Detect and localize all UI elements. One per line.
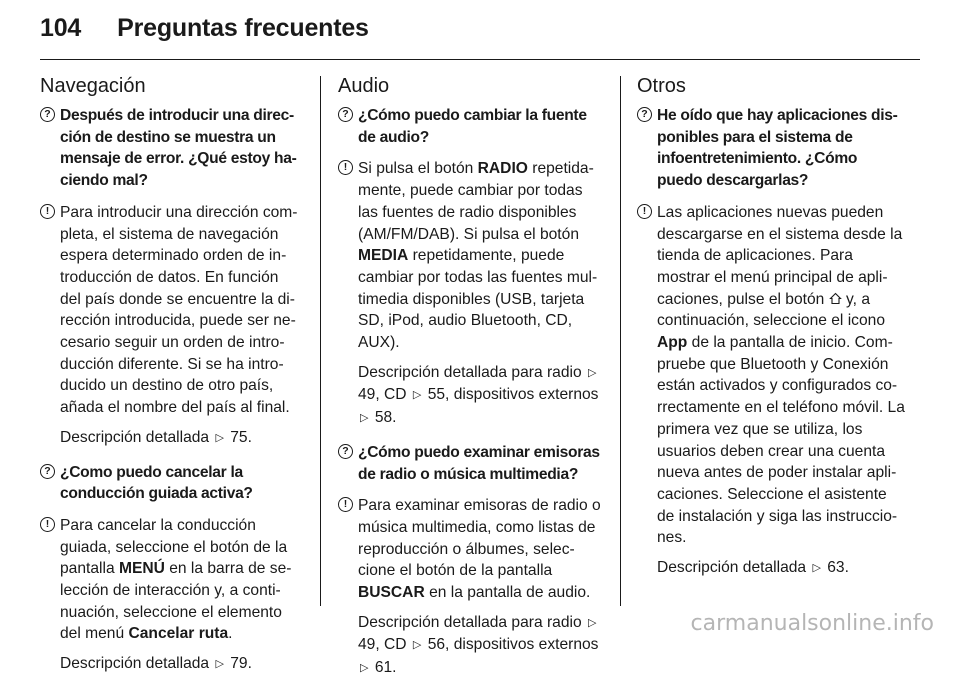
page-reference-icon: ▷	[412, 639, 422, 652]
radio-button-label: RADIO	[477, 160, 528, 178]
answer-item	[338, 495, 606, 604]
media-button-label: MEDIA	[358, 247, 409, 265]
answer-icon: !	[637, 204, 652, 219]
answer-item	[637, 202, 905, 549]
section-title: Navegación	[40, 75, 146, 97]
menu-button-label: MENÚ	[118, 560, 165, 578]
answer-item	[40, 202, 302, 419]
question-text: ¿Cómo puedo cambiar la fuente de audio?	[358, 107, 587, 146]
question-text: ¿Cómo puedo examinar emisoras de radio o música multimedia?	[358, 443, 600, 483]
answer-text: Para cancelar la conducción guiada, seleccione el botón de la pantalla MENÚ en la barra de selección de interacción y, a continuación, seleccione el elemento del menú Cancelar ruta.	[60, 516, 292, 643]
cross-reference: Descripción detallada ▷ 79.	[60, 653, 302, 676]
page-header	[40, 14, 369, 44]
header-rule	[40, 59, 920, 60]
answer-text: Si pulsa el botón RADIO repetidamente, puede cambiar por todas las fuentes de radio disponibles (AM/FM/DAB). Si pulsa el botón MEDIA repetidamente, puede cambiar por todas las fuentes multimedia disponibles (USB, tarjeta SD, iPod, audio Bluetooth, CD, AUX).	[358, 160, 598, 352]
page-reference-icon: ▷	[412, 389, 422, 402]
buscar-button-label: BUSCAR	[358, 584, 425, 602]
answer-item	[40, 515, 302, 645]
question-icon: ?	[40, 107, 55, 122]
menu-item-label: Cancelar ruta	[128, 625, 229, 643]
page-reference-icon: ▷	[812, 562, 821, 575]
section-otros	[637, 72, 905, 580]
question-icon: ?	[637, 107, 652, 122]
cross-reference: Descripción detallada para radio ▷ 49, CD ▷ 55, dispositivos externos ▷ 58.	[358, 362, 606, 430]
question-icon: ?	[338, 107, 353, 122]
answer-icon: !	[338, 497, 353, 512]
page-reference-icon: ▷	[215, 431, 224, 444]
watermark: carmanualsonline.info	[690, 611, 934, 636]
column-divider	[620, 76, 621, 606]
question-item	[40, 462, 302, 505]
page-title: Preguntas frecuentes	[117, 14, 369, 42]
question-text: He oído que hay aplicaciones disponibles para el sistema de infoentretenimiento. ¿Cómo puedo descargarlas?	[657, 107, 898, 190]
answer-icon: !	[40, 204, 55, 219]
cross-reference: Descripción detallada ▷ 75.	[60, 427, 302, 450]
page-reference-icon: ▷	[360, 662, 369, 675]
question-item	[338, 105, 606, 148]
page-number: 104	[40, 14, 82, 42]
section-navegacion	[40, 72, 302, 676]
section-title: Audio	[338, 75, 390, 97]
answer-text: Las aplicaciones nuevas pueden descargarse en el sistema desde la tienda de aplicaciones. Para mostrar el menú principal de aplicaciones, pulse el botón y, a continuación, seleccione el icono App de la pantalla de inicio. Compruebe que Bluetooth y Conexión están activados y configurados correctamente en el teléfono móvil. La primera vez que se utiliza, los usuarios deben crear una cuenta nueva antes de poder instalar aplicaciones. Seleccione el asistente de instalación y siga las instrucciones.	[657, 203, 905, 547]
question-icon: ?	[338, 444, 353, 459]
question-item	[637, 105, 905, 192]
app-icon-label: App	[657, 334, 688, 352]
question-item	[40, 105, 302, 192]
question-text: Después de introducir una dirección de destino se muestra un mensaje de error. ¿Qué estoy haciendo mal?	[60, 107, 297, 190]
section-title: Otros	[637, 75, 686, 97]
question-icon: ?	[40, 464, 55, 479]
cross-reference: Descripción detallada para radio ▷ 49, CD ▷ 56, dispositivos externos ▷ 61.	[358, 612, 606, 680]
column-divider	[320, 76, 321, 606]
answer-text: Para examinar emisoras de radio o música multimedia, como listas de reproducción o álbumes, seleccione el botón de la pantalla BUSCAR en la pantalla de audio.	[358, 497, 601, 602]
section-audio	[338, 72, 606, 680]
answer-icon: !	[338, 160, 353, 175]
page-reference-icon: ▷	[588, 366, 597, 379]
page-reference-icon: ▷	[360, 412, 369, 425]
question-text: ¿Como puedo cancelar la conducción guiada activa?	[60, 463, 253, 503]
question-item	[338, 442, 606, 485]
answer-text: Para introducir una dirección completa, el sistema de navegación espera determinado orden de introducción de datos. En función del país donde se encuentre la dirección introducida, puede ser necesario seguir un orden de introducción diferente. Si se ha introducido un destino de otro país, añada el nombre del país al final.	[60, 203, 298, 417]
page-reference-icon: ▷	[215, 658, 224, 671]
home-menu-icon	[829, 292, 842, 305]
answer-icon: !	[40, 517, 55, 532]
answer-item	[338, 158, 606, 353]
cross-reference: Descripción detallada ▷ 63.	[657, 557, 905, 580]
page-reference-icon: ▷	[588, 616, 597, 629]
